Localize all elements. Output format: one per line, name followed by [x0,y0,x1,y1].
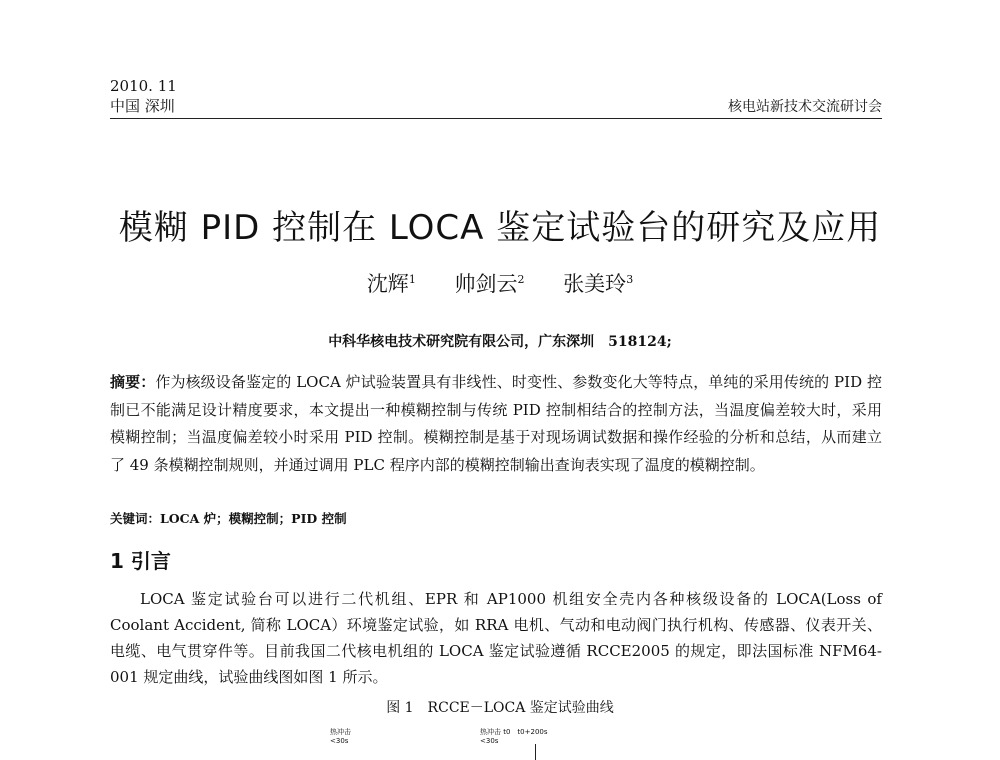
author: 沈辉$^1$ [366,272,416,296]
header-left [110,76,177,116]
keywords: 关键词：LOCA 炉；模糊控制；PID 控制 [110,511,347,526]
abstract-label: 摘要： [110,373,156,391]
abstract [110,369,882,479]
header-divider [110,118,882,119]
header-conference: 核电站新技术交流研讨会 [728,99,882,115]
header-date: 2010. 11 [110,77,177,95]
header-location: 中国 深圳 [110,97,175,115]
author-list [0,268,1000,298]
abstract-text: 作为核级设备鉴定的 LOCA 炉试验装置具有非线性、时变性、参数变化大等特点，单纯的采用传统的 PID 控制已不能满足设计精度要求，本文提出一种模糊控制与传统 PID 控制相结合的控制方法，当温度偏差较大时，采用模糊控制；当温度偏差较小时采用 PID 控制。模糊控制是基于对现场调试数据和操作经验的分析和总结，从而建立了 49 条模糊控制规则，并通过调用 PLC 程序内部的模糊控制输出查询表实现了温度的模糊控制。 [110,373,882,474]
figure-caption: 图 1 RCCE－LOCA 鉴定试验曲线 [386,700,614,716]
figure-curve-fragment [535,744,546,760]
affiliation: 中科华核电技术研究院有限公司，广东深圳 518124; [328,334,672,350]
paper-title: 模糊 PID 控制在 LOCA 鉴定试验台的研究及应用 [118,208,882,248]
section-heading: 1 引言 [110,549,171,573]
author: 张美玲$^3$ [563,272,634,296]
figure-label-left: 热冲击 <30s [330,728,351,745]
section-paragraph: LOCA 鉴定试验台可以进行二代机组、EPR 和 AP1000 机组安全壳内各种核级设备的 LOCA(Loss of Coolant Accident, 简称 LOCA）环境鉴定试验，如 RRA 电机、气动和电动阀门执行机构、传感器、仪表开关、电缆、电气贯穿件等。目前我国二代核电机组的 LOCA 鉴定试验遵循 RCCE2005 的规定，即法国标准 NFM64-001 规定曲线，试验曲线图如图 1 所示。 [110,590,882,686]
figure-label-right: 热冲击 t0 t0+200s <30s [480,728,548,745]
author: 帅剑云$^2$ [454,272,525,296]
